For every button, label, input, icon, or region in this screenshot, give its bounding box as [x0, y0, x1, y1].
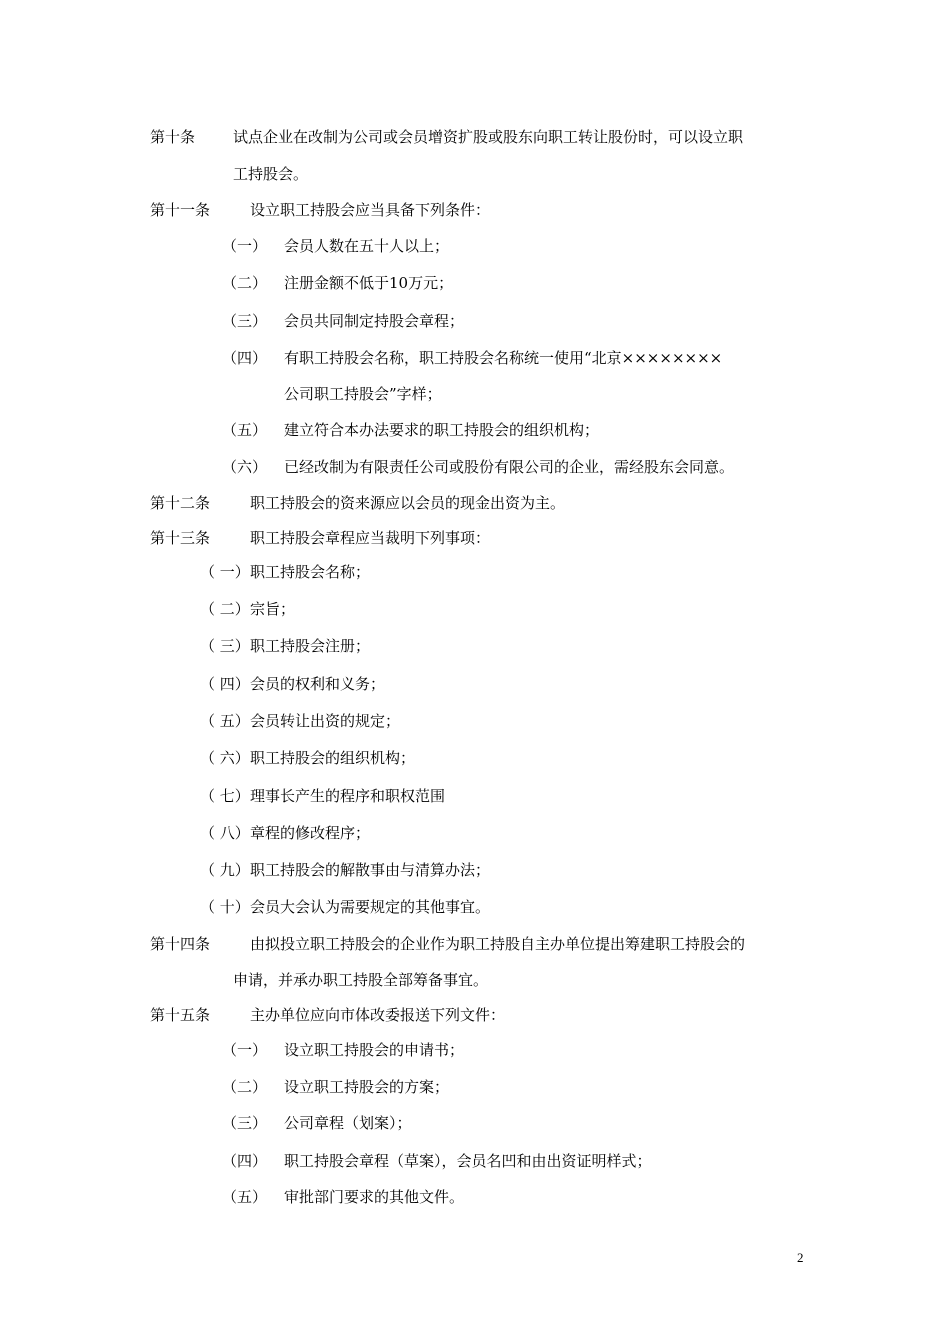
article-15-item-2-text: 设立职工持股会的方案； [284, 1078, 450, 1096]
article-13-item-10-num: （ 十） [200, 898, 250, 916]
article-11-item-4-text-line-1: 有职工持股会名称，职工持股会名称统一使用“北京×××××××× [284, 349, 723, 367]
article-13-item-9-num: （ 九） [200, 861, 250, 879]
article-13-item-7-text: 理事长产生的程序和职权范围 [250, 787, 446, 805]
article-10-label: 第十条 [150, 128, 196, 146]
article-13-item-2-num: （ 二） [200, 600, 250, 618]
article-15-item-1-text: 设立职工持股会的申请书； [284, 1041, 465, 1059]
article-13-item-4-num: （ 四） [200, 675, 250, 693]
article-11-item-2-text: 注册金额不低于10万元； [284, 274, 454, 292]
article-13-item-6-text: 职工持股会的组织机构； [250, 749, 416, 767]
article-13-item-8-text: 章程的修改程序； [250, 824, 371, 842]
article-13-item-5-text: 会员转让出资的规定； [250, 712, 401, 730]
article-11-item-5-num: （五） [222, 421, 268, 439]
article-14-label: 第十四条 [150, 935, 211, 953]
article-10-text-line-1: 试点企业在改制为公司或会员增资扩股或股东向职工转让股份时，可以设立职 [233, 128, 744, 146]
article-14-text-line-2: 申请，并承办职工持股全部筹备事宜。 [233, 971, 489, 989]
article-13-item-2-text: 宗旨； [250, 600, 296, 618]
article-10-text-line-2: 工持股会。 [233, 165, 309, 183]
article-11-item-3-num: （三） [222, 312, 268, 330]
article-15-item-2-num: （二） [222, 1078, 268, 1096]
article-15-item-5-text: 审批部门要求的其他文件。 [284, 1188, 465, 1206]
article-15-label: 第十五条 [150, 1006, 211, 1024]
article-13-item-1-num: （ 一） [200, 563, 250, 581]
page-number: 2 [797, 1250, 804, 1265]
article-13-item-1-text: 职工持股会名称； [250, 563, 371, 581]
article-11-item-4-text-line-2: 公司职工持股会”字样； [284, 385, 442, 403]
article-11-item-4-num: （四） [222, 349, 268, 367]
article-13-item-10-text: 会员大会认为需要规定的其他事宜。 [250, 898, 491, 916]
article-13-item-3-num: （ 三） [200, 637, 250, 655]
article-15-item-3-text: 公司章程（划案）； [284, 1114, 412, 1132]
article-11-item-1-num: （一） [222, 237, 268, 255]
article-11-text: 设立职工持股会应当具备下列条件： [250, 201, 491, 219]
article-11-item-3-text: 会员共同制定持股会章程； [284, 312, 465, 330]
article-13-label: 第十三条 [150, 529, 211, 547]
article-13-item-8-num: （ 八） [200, 824, 250, 842]
article-15-text: 主办单位应向市体改委报送下列文件： [250, 1006, 506, 1024]
article-11-item-6-text: 已经改制为有限责任公司或股份有限公司的企业，需经股东会同意。 [284, 458, 735, 476]
article-13-item-6-num: （ 六） [200, 749, 250, 767]
article-14-text-line-1: 由拟投立职工持股会的企业作为职工持股自主办单位提出筹建职工持股会的 [250, 935, 746, 953]
article-11-item-2-num: （二） [222, 274, 268, 292]
article-15-item-5-num: （五） [222, 1188, 268, 1206]
article-13-item-9-text: 职工持股会的解散事由与清算办法； [250, 861, 491, 879]
article-13-text: 职工持股会章程应当裁明下列事项： [250, 529, 491, 547]
article-12-text: 职工持股会的资来源应以会员的现金出资为主。 [250, 494, 566, 512]
article-13-item-5-num: （ 五） [200, 712, 250, 730]
article-11-item-5-text: 建立符合本办法要求的职工持股会的组织机构； [284, 421, 600, 439]
article-11-label: 第十一条 [150, 201, 211, 219]
article-11-item-1-text: 会员人数在五十人以上； [284, 237, 450, 255]
article-12-label: 第十二条 [150, 494, 211, 512]
article-13-item-3-text: 职工持股会注册； [250, 637, 371, 655]
article-15-item-3-num: （三） [222, 1114, 268, 1132]
article-11-item-6-num: （六） [222, 458, 268, 476]
article-13-item-7-num: （ 七） [200, 787, 250, 805]
article-15-item-1-num: （一） [222, 1041, 268, 1059]
article-15-item-4-text: 职工持股会章程（草案），会员名凹和由出资证明样式； [284, 1152, 652, 1170]
article-13-item-4-text: 会员的权利和义务； [250, 675, 386, 693]
article-15-item-4-num: （四） [222, 1152, 268, 1170]
